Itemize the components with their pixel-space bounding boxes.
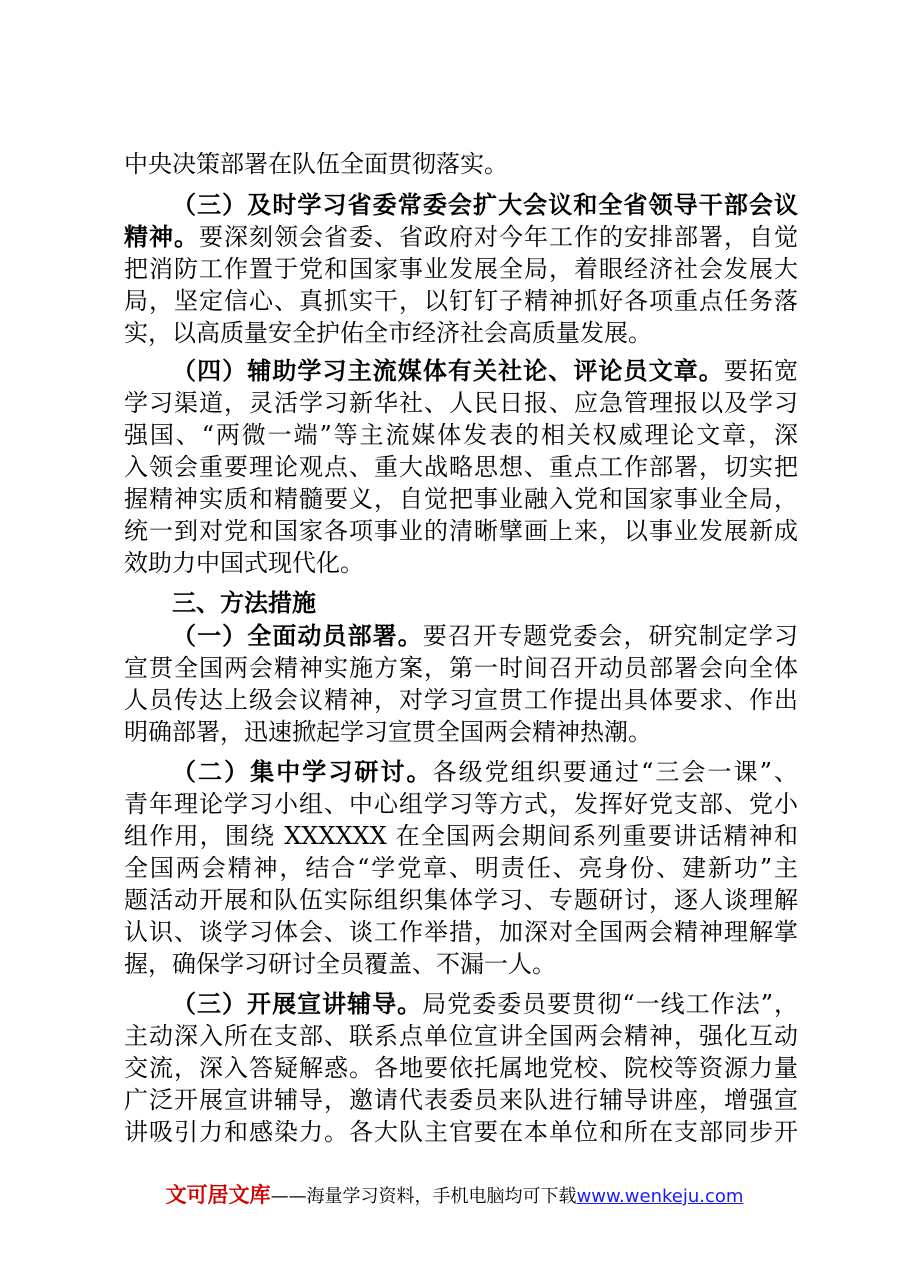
text-line: 握精神实质和精髓要义，自觉把事业融入党和国家事业全局，: [124, 485, 798, 513]
text-line: [172, 988, 798, 1020]
body-run: 要拓宽: [723, 357, 799, 385]
text-line: 强国、“两微一端”等主流媒体发表的相关权威理论文章，深: [124, 421, 798, 449]
text-line: 局，坚定信心、真抓实干，以钉钉子精神抓好各项重点任务落: [124, 287, 798, 315]
body-run: 要召开专题党委会，研究制定学习: [422, 622, 799, 650]
heading-run: 精神。: [124, 222, 199, 251]
text-line: 题活动开展和队伍实际组织集体学习、专题研讨，逐人谈理解: [124, 886, 798, 914]
text-line: 组作用，围绕 XXXXXX 在全国两会期间系列重要讲话精神和: [124, 822, 798, 850]
text-line: 实，以高质量安全护佑全市经济社会高质量发展。: [124, 319, 652, 347]
heading-run: （二）集中学习研讨。: [172, 757, 433, 786]
text-line: [124, 221, 798, 253]
text-line: [172, 756, 798, 788]
text-line: （三）及时学习省委常委会扩大会议和全省领导干部会议: [172, 190, 798, 219]
footer-brand: 文可居文库: [165, 1183, 271, 1207]
text-line: 交流，深入答疑解惑。各地要依托属地党校、院校等资源力量: [124, 1054, 798, 1082]
footer-tagline: ——海量学习资料，手机电脑均可下载: [270, 1186, 577, 1207]
heading-run: （三）开展宣讲辅导。: [172, 989, 423, 1018]
body-run: 要深刻领会省委、省政府对今年工作的安排部署，自觉: [199, 223, 798, 251]
text-line: 效助力中国式现代化。: [124, 549, 364, 577]
text-line: 明确部署，迅速掀起学习宣贯全国两会精神热潮。: [124, 718, 652, 746]
text-line: 学习渠道，灵活学习新华社、人民日报、应急管理报以及学习: [124, 389, 798, 417]
text-line: 把消防工作置于党和国家事业发展全局，着眼经济社会发展大: [124, 255, 798, 283]
text-line: 主动深入所在支部、联系点单位宣讲全国两会精神，强化互动: [124, 1022, 798, 1050]
heading-run: （四）辅助学习主流媒体有关社论、评论员文章。: [172, 356, 724, 385]
body-run: 局党委委员要贯彻“一线工作法”，: [422, 990, 798, 1018]
text-line: 握，确保学习研讨全员覆盖、不漏一人。: [124, 950, 556, 978]
text-line: 全国两会精神，结合“学党章、明责任、亮身份、建新功”主: [124, 854, 798, 882]
text-line: 广泛开展宣讲辅导，邀请代表委员来队进行辅导讲座，增强宣: [124, 1086, 798, 1114]
footer-link[interactable]: www.wenkeju.com: [576, 1186, 744, 1207]
text-line: 讲吸引力和感染力。各大队主官要在本单位和所在支部同步开: [124, 1118, 798, 1146]
text-line: 青年理论学习小组、中心组学习等方式，发挥好党支部、党小: [124, 790, 798, 818]
text-line: 宣贯全国两会精神实施方案，第一时间召开动员部署会向全体: [124, 654, 798, 682]
text-line: [172, 620, 798, 652]
text-line: 认识、谈学习体会、谈工作举措，加深对全国两会精神理解掌: [124, 918, 798, 946]
footer-banner: [0, 1183, 909, 1209]
body-run: 各级党组织要通过“三会一课”、: [432, 758, 798, 786]
text-line: 入领会重要理论观点、重大战略思想、重点工作部署，切实把: [124, 453, 798, 481]
heading-run: （一）全面动员部署。: [172, 621, 423, 650]
text-line: 统一到对党和国家各项事业的清晰擘画上来，以事业发展新成: [124, 517, 798, 545]
text-line: 中央决策部署在队伍全面贯彻落实。: [124, 150, 508, 178]
text-line: 三、方法措施: [172, 588, 316, 617]
text-line: 人员传达上级会议精神，对学习宣贯工作提出具体要求、作出: [124, 686, 798, 714]
text-line: [172, 355, 798, 387]
